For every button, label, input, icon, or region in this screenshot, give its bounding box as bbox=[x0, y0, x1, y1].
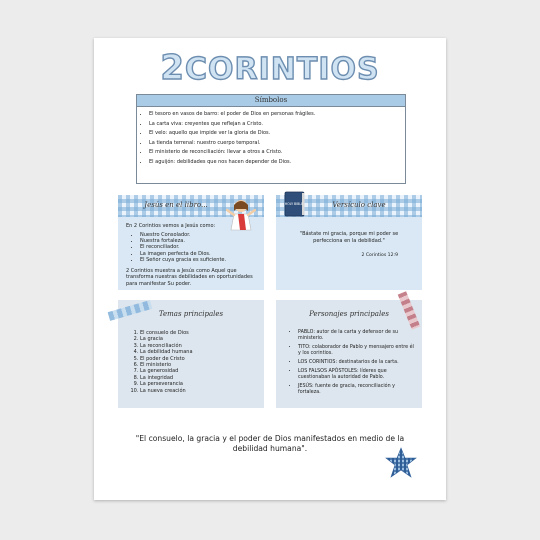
versiculo-heading: Versículo clave bbox=[332, 201, 386, 209]
list-item: 10. La nueva creación bbox=[140, 388, 256, 394]
list-item: • LOS CORINTIOS: destinatarios de la carta. bbox=[298, 360, 414, 366]
temas-body bbox=[118, 322, 264, 404]
list-item: • La imagen perfecta de Dios. bbox=[140, 251, 256, 257]
temas-heading: Temas principales bbox=[158, 310, 224, 318]
jesus-heading: Jesús en el libro... bbox=[144, 201, 208, 209]
list-item: • El velo: aquello que impide ver la gloria de Dios. bbox=[149, 129, 405, 139]
personajes-card bbox=[276, 300, 422, 408]
list-item: 6. El ministerio bbox=[140, 362, 256, 368]
list-item: 5. El poder de Cristo bbox=[140, 356, 256, 362]
star-icon bbox=[384, 446, 418, 480]
jesus-summary: 2 Corintios muestra a Jesús como Aquel que transforma nuestras debilidades en oportunidades para manifestar Su poder. bbox=[126, 267, 253, 287]
list-item: 7. La generosidad bbox=[140, 368, 256, 374]
list-item: • LOS FALSOS APÓSTOLES: líderes que cuestionaban la autoridad de Pablo. bbox=[298, 369, 414, 381]
personajes-body bbox=[276, 322, 422, 406]
list-item: • PABLO: autor de la carta y defensor de su ministerio. bbox=[298, 330, 414, 342]
jesus-card bbox=[118, 195, 264, 290]
versiculo-card bbox=[276, 195, 422, 290]
simbolos-box bbox=[136, 94, 406, 184]
bible-icon bbox=[284, 191, 306, 217]
list-item: • TITO: colaborador de Pablo y mensajero entre él y los corintios. bbox=[298, 345, 414, 357]
list-item: • El Señor cuya gracia es suficiente. bbox=[140, 257, 256, 263]
closing-quote: "El consuelo, la gracia y el poder de Dios manifestados en medio de la debilidad humana". bbox=[135, 434, 405, 453]
list-item: • Nuestro Consolador. bbox=[140, 232, 256, 238]
list-item: • Nuestra fortaleza. bbox=[140, 238, 256, 244]
list-item: 4. La debilidad humana bbox=[140, 349, 256, 355]
title-text: CORINTIOS bbox=[185, 52, 380, 87]
list-item: • El aguijón: debilidades que nos hacen depender de Dios. bbox=[149, 158, 405, 168]
title-number: 2 bbox=[160, 48, 186, 88]
list-item: • La tienda terrenal: nuestro cuerpo temporal. bbox=[149, 139, 405, 149]
list-item: 2. La gracia bbox=[140, 336, 256, 342]
key-verse-ref: 2 Corintios 12:9 bbox=[361, 253, 398, 258]
worksheet-page bbox=[94, 38, 446, 500]
simbolos-header: Símbolos bbox=[137, 95, 405, 107]
page-title bbox=[94, 48, 446, 88]
key-verse: "Bástate mi gracia, porque mi poder se perfecciona en la debilidad." bbox=[299, 231, 399, 244]
personajes-heading: Personajes principales bbox=[309, 310, 389, 318]
list-item: 9. La perseverancia bbox=[140, 381, 256, 387]
list-item: • El ministerio de reconciliación: llevar a otros a Cristo. bbox=[149, 148, 405, 158]
bible-icon-label: HOLY BIBLE bbox=[284, 202, 304, 206]
list-item: • JESÚS: fuente de gracia, reconciliación y fortaleza. bbox=[298, 384, 414, 396]
list-item: 3. La reconciliación bbox=[140, 343, 256, 349]
temas-list bbox=[126, 330, 256, 394]
jesus-figure-icon bbox=[226, 197, 256, 231]
list-item: 8. La integridad bbox=[140, 375, 256, 381]
list-item: • La carta viva: creyentes que reflejan a Cristo. bbox=[149, 120, 405, 130]
list-item: • El reconciliador. bbox=[140, 244, 256, 250]
personajes-list bbox=[284, 330, 414, 396]
temas-card bbox=[118, 300, 264, 408]
list-item: • El tesoro en vasos de barro: el poder de Dios en personas frágiles. bbox=[149, 110, 405, 120]
list-item: 1. El consuelo de Dios bbox=[140, 330, 256, 336]
jesus-intro: En 2 Corintios vemos a Jesús como: bbox=[126, 223, 216, 229]
simbolos-list bbox=[137, 110, 405, 168]
jesus-list bbox=[126, 232, 256, 264]
